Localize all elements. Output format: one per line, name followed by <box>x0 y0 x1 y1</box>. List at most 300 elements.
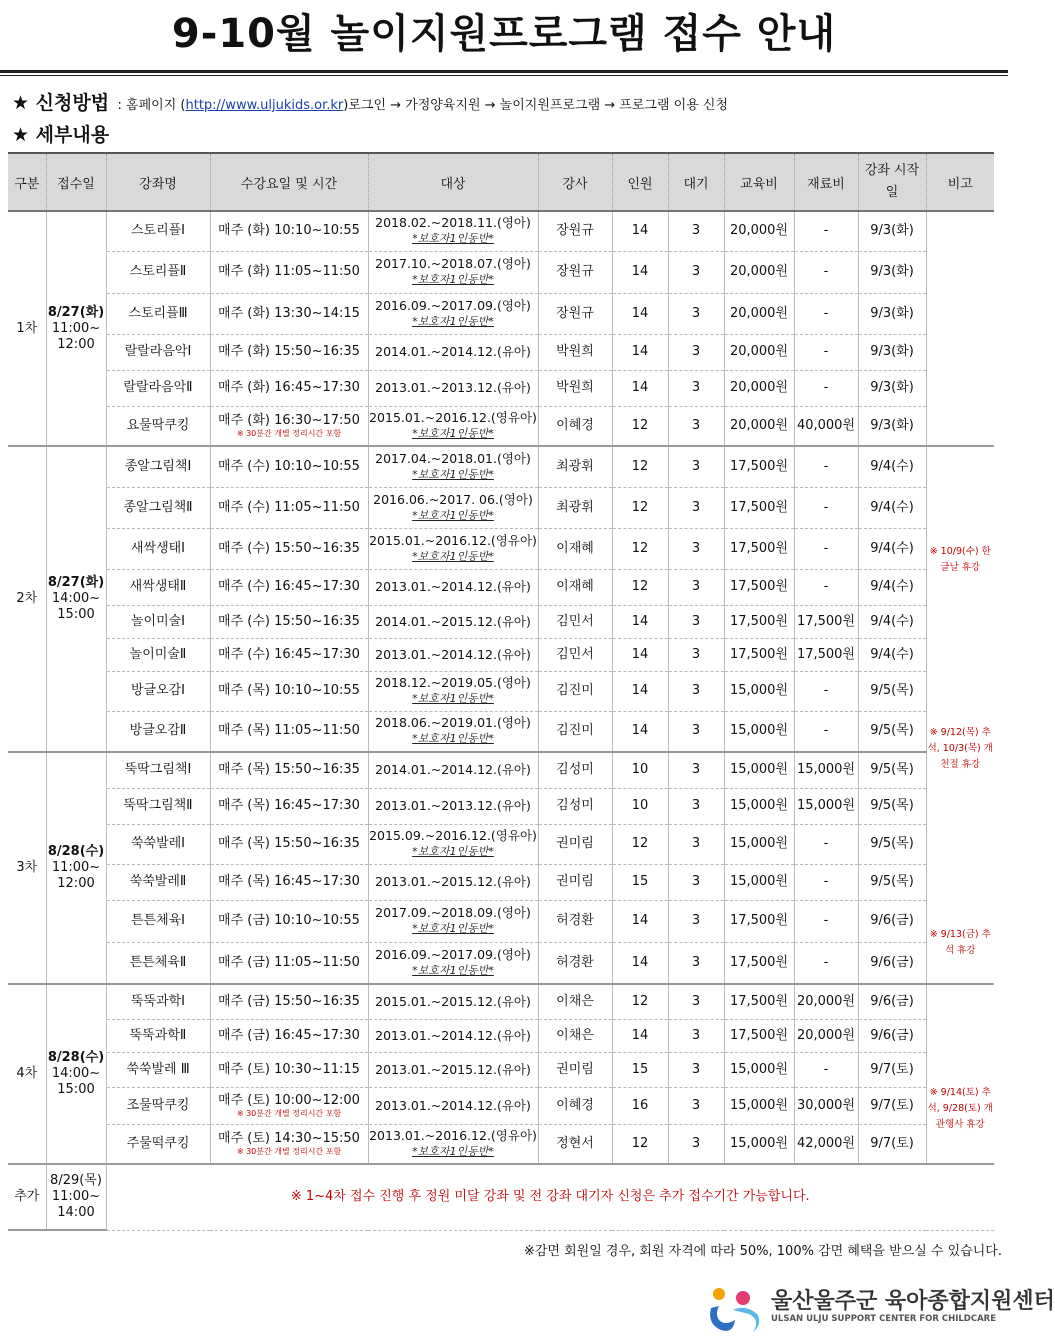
table-row <box>8 900 994 942</box>
receipt-date <box>46 446 106 752</box>
homepage-link[interactable]: http://www.uljukids.or.kr <box>185 98 344 113</box>
course-schedule <box>210 900 368 942</box>
remarks-note: ※ 10/9(수) 한글날 휴강 <box>929 546 991 573</box>
course-schedule <box>210 942 368 984</box>
waitlist: 3 <box>668 1052 724 1087</box>
course-schedule <box>210 1087 368 1124</box>
waitlist: 3 <box>668 1019 724 1052</box>
waitlist: 3 <box>668 711 724 752</box>
start-date: 9/3(화) <box>858 211 926 251</box>
start-date: 9/4(수) <box>858 487 926 528</box>
teacher-name: 장원규 <box>538 293 612 334</box>
center-logo-icon <box>705 1280 767 1336</box>
waitlist: 3 <box>668 942 724 984</box>
start-date: 9/4(수) <box>858 569 926 605</box>
tuition-fee: 17,500원 <box>724 984 794 1019</box>
target-age <box>368 487 538 528</box>
material-fee: 30,000원 <box>794 1087 858 1124</box>
course-name: 놀이미술Ⅰ <box>106 605 210 638</box>
target-text: 2013.01.~2014.12.(유아) <box>375 646 531 662</box>
target-age <box>368 370 538 406</box>
course-schedule <box>210 446 368 487</box>
waitlist: 3 <box>668 605 724 638</box>
start-date: 9/5(목) <box>858 788 926 824</box>
header-cell: 접수일 <box>46 153 106 211</box>
title-rule <box>0 70 1008 73</box>
course-schedule <box>210 1124 368 1164</box>
table-row <box>8 1087 994 1124</box>
capacity: 12 <box>612 569 668 605</box>
material-fee: - <box>794 251 858 293</box>
extra-message: ※ 1~4차 접수 진행 후 정원 미달 강좌 및 전 강좌 대기자 신청은 추가 접수기간 가능합니다. <box>106 1164 994 1230</box>
teacher-name: 권미림 <box>538 824 612 864</box>
waitlist: 3 <box>668 788 724 824</box>
target-text: 2015.01.~2016.12.(영유아) <box>369 409 537 425</box>
teacher-name: 장원규 <box>538 211 612 251</box>
capacity: 12 <box>612 984 668 1019</box>
target-age <box>368 942 538 984</box>
schedule-note: ※ 30분간 개별 정리시간 포함 <box>236 1146 342 1156</box>
teacher-name: 김성미 <box>538 788 612 824</box>
target-age <box>368 446 538 487</box>
capacity: 14 <box>612 671 668 711</box>
capacity: 14 <box>612 900 668 942</box>
target-age <box>368 334 538 370</box>
course-schedule <box>210 824 368 864</box>
header-cell: 교육비 <box>724 153 794 211</box>
start-date: 9/7(토) <box>858 1052 926 1087</box>
material-fee: 42,000원 <box>794 1124 858 1164</box>
tuition-fee: 17,500원 <box>724 487 794 528</box>
capacity: 15 <box>612 1052 668 1087</box>
course-schedule <box>210 211 368 251</box>
remarks-cell <box>926 1052 994 1164</box>
target-text: 2013.01.~2015.12.(유아) <box>375 1061 531 1077</box>
material-fee: - <box>794 900 858 942</box>
schedule-text: 매주 (수) 16:45~17:30 <box>218 646 360 662</box>
schedule-text: 매주 (수) 15:50~16:35 <box>218 613 360 629</box>
target-age <box>368 1052 538 1087</box>
material-fee: - <box>794 824 858 864</box>
start-date: 9/3(화) <box>858 406 926 446</box>
schedule-text: 매주 (수) 15:50~16:35 <box>218 540 360 556</box>
receipt-date <box>46 752 106 984</box>
start-date: 9/4(수) <box>858 528 926 569</box>
target-text: 2013.01.~2015.12.(유아) <box>375 874 531 889</box>
material-fee: 20,000원 <box>794 1019 858 1052</box>
group-label: 추가 <box>8 1164 46 1230</box>
target-text: 2013.01.~2016.12.(영유아) <box>369 1127 537 1143</box>
start-date: 9/4(수) <box>858 446 926 487</box>
material-fee: - <box>794 864 858 900</box>
schedule-text: 매주 (화) 13:30~14:15 <box>218 305 360 321</box>
target-age <box>368 1087 538 1124</box>
capacity: 14 <box>612 638 668 671</box>
table-row <box>8 638 994 671</box>
material-fee: - <box>794 711 858 752</box>
target-text: 2017.09.~2018.09.(영아) <box>375 905 531 920</box>
tuition-fee: 15,000원 <box>724 711 794 752</box>
waitlist: 3 <box>668 293 724 334</box>
schedule-text: 매주 (금) 16:45~17:30 <box>218 1027 360 1043</box>
remarks-cell <box>926 446 994 671</box>
receipt-day: 8/29(목) <box>50 1173 102 1188</box>
group-label: 4차 <box>8 984 46 1164</box>
waitlist: 3 <box>668 1124 724 1164</box>
tuition-fee: 20,000원 <box>724 334 794 370</box>
capacity: 16 <box>612 1087 668 1124</box>
table-row <box>8 1124 994 1164</box>
start-date: 9/3(화) <box>858 293 926 334</box>
teacher-name: 박원희 <box>538 370 612 406</box>
capacity: 14 <box>612 605 668 638</box>
material-fee: - <box>794 293 858 334</box>
guardian-required: *보호자1인동반* <box>412 845 494 858</box>
target-age <box>368 1019 538 1052</box>
receipt-time: 14:00~ 15:00 <box>51 591 101 622</box>
course-schedule <box>210 605 368 638</box>
tuition-fee: 17,500원 <box>724 942 794 984</box>
start-date: 9/4(수) <box>858 638 926 671</box>
apply-prefix: : 홈페이지 ( <box>117 98 186 113</box>
course-name: 쑥쑥발레Ⅱ <box>106 864 210 900</box>
course-name: 종알그림책Ⅱ <box>106 487 210 528</box>
material-fee: - <box>794 1052 858 1087</box>
start-date: 9/4(수) <box>858 605 926 638</box>
course-schedule <box>210 864 368 900</box>
header-row <box>8 153 994 211</box>
guardian-required: *보호자1인동반* <box>412 467 494 481</box>
course-schedule <box>210 528 368 569</box>
course-name: 새싹생태Ⅱ <box>106 569 210 605</box>
material-fee: - <box>794 211 858 251</box>
waitlist: 3 <box>668 251 724 293</box>
waitlist: 3 <box>668 1087 724 1124</box>
target-text: 2013.01.~2013.12.(유아) <box>375 380 531 395</box>
target-age <box>368 528 538 569</box>
course-name: 스토리플Ⅱ <box>106 251 210 293</box>
header-cell: 강좌 시작일 <box>858 153 926 211</box>
start-date: 9/5(목) <box>858 711 926 752</box>
target-text: 2014.01.~2014.12.(유아) <box>375 344 531 359</box>
target-text: 2015.01.~2016.12.(영유아) <box>369 532 537 548</box>
schedule-text: 매주 (토) 10:30~11:15 <box>218 1061 360 1077</box>
tuition-fee: 20,000원 <box>724 211 794 251</box>
target-age <box>368 864 538 900</box>
guardian-required: *보호자1인동반* <box>412 426 494 440</box>
receipt-day: 8/27(화) <box>47 304 105 320</box>
capacity: 14 <box>612 711 668 752</box>
teacher-name: 권미림 <box>538 1052 612 1087</box>
target-age <box>368 406 538 446</box>
receipt-time: 11:00~ 12:00 <box>51 860 101 891</box>
group-label: 3차 <box>8 752 46 984</box>
capacity: 14 <box>612 942 668 984</box>
tuition-fee: 17,500원 <box>724 446 794 487</box>
course-schedule <box>210 1052 368 1087</box>
target-age <box>368 671 538 711</box>
course-name: 방글오감Ⅰ <box>106 671 210 711</box>
schedule-text: 매주 (목) 10:10~10:55 <box>218 683 360 698</box>
target-age <box>368 211 538 251</box>
table-row <box>8 942 994 984</box>
target-age <box>368 788 538 824</box>
waitlist: 3 <box>668 900 724 942</box>
tuition-fee: 20,000원 <box>724 406 794 446</box>
capacity: 14 <box>612 293 668 334</box>
tuition-fee: 15,000원 <box>724 824 794 864</box>
target-text: 2016.06.~2017. 06.(영아) <box>373 491 533 507</box>
material-fee: - <box>794 671 858 711</box>
course-name: 튼튼체육Ⅰ <box>106 900 210 942</box>
teacher-name: 김민서 <box>538 638 612 671</box>
target-text: 2016.09.~2017.09.(영아) <box>375 946 531 962</box>
material-fee: - <box>794 334 858 370</box>
course-name: 뚝딱그림책Ⅱ <box>106 788 210 824</box>
remarks-note: ※ 9/13(금) 추석 휴강 <box>929 928 991 956</box>
target-age <box>368 251 538 293</box>
course-schedule <box>210 671 368 711</box>
guardian-required: *보호자1인동반* <box>412 692 494 705</box>
table-row <box>8 293 994 334</box>
guardian-required: *보호자1인동반* <box>412 963 494 977</box>
target-text: 2017.10.~2018.07.(영아) <box>375 256 531 271</box>
start-date: 9/6(금) <box>858 942 926 984</box>
tuition-fee: 17,500원 <box>724 900 794 942</box>
target-age <box>368 638 538 671</box>
capacity: 10 <box>612 752 668 788</box>
teacher-name: 이채은 <box>538 984 612 1019</box>
course-name: 조물딱쿠킹 <box>106 1087 210 1124</box>
receipt-time: 11:00~ 12:00 <box>51 320 101 352</box>
tuition-fee: 15,000원 <box>724 1124 794 1164</box>
remarks-cell <box>926 984 994 1052</box>
teacher-name: 이혜경 <box>538 406 612 446</box>
start-date: 9/7(토) <box>858 1124 926 1164</box>
schedule-text: 매주 (화) 16:30~17:50 <box>218 412 360 428</box>
target-text: 2017.04.~2018.01.(영아) <box>375 450 531 466</box>
guardian-required: *보호자1인동반* <box>412 1144 494 1158</box>
capacity: 14 <box>612 1019 668 1052</box>
tuition-fee: 20,000원 <box>724 293 794 334</box>
tuition-fee: 15,000원 <box>724 1052 794 1087</box>
course-schedule <box>210 638 368 671</box>
capacity: 14 <box>612 211 668 251</box>
start-date: 9/5(목) <box>858 752 926 788</box>
receipt-time: 14:00~ 15:00 <box>51 1066 101 1097</box>
start-date: 9/6(금) <box>858 900 926 942</box>
material-fee: 15,000원 <box>794 788 858 824</box>
teacher-name: 정현서 <box>538 1124 612 1164</box>
waitlist: 3 <box>668 671 724 711</box>
table-row <box>8 1019 994 1052</box>
target-age <box>368 824 538 864</box>
schedule-text: 매주 (토) 14:30~15:50 <box>218 1130 360 1146</box>
teacher-name: 김성미 <box>538 752 612 788</box>
course-name: 종알그림책Ⅰ <box>106 446 210 487</box>
course-name: 뚝뚝과학Ⅰ <box>106 984 210 1019</box>
receipt-date <box>46 211 106 446</box>
course-name: 새싹생태Ⅰ <box>106 528 210 569</box>
remarks-note: ※ 9/14(토) 추석, 9/28(토) 개관행사 휴강 <box>927 1086 993 1130</box>
course-schedule <box>210 569 368 605</box>
remarks-cell <box>926 211 994 446</box>
table-row <box>8 370 994 406</box>
tuition-fee: 20,000원 <box>724 370 794 406</box>
start-date: 9/5(목) <box>858 864 926 900</box>
waitlist: 3 <box>668 446 724 487</box>
tuition-fee: 15,000원 <box>724 1087 794 1124</box>
start-date: 9/6(금) <box>858 1019 926 1052</box>
table-row <box>8 711 994 752</box>
teacher-name: 허경환 <box>538 942 612 984</box>
header-cell: 비고 <box>926 153 994 211</box>
center-name-english: ULSAN ULJU SUPPORT CENTER FOR CHILDCARE <box>771 1314 997 1324</box>
start-date: 9/3(화) <box>858 334 926 370</box>
table-row <box>8 406 994 446</box>
table-row <box>8 211 994 251</box>
table-row <box>8 528 994 569</box>
target-text: 2013.01.~2013.12.(유아) <box>375 798 531 813</box>
table-row <box>8 984 994 1019</box>
tuition-fee: 15,000원 <box>724 788 794 824</box>
material-fee: - <box>794 528 858 569</box>
header-cell: 구분 <box>8 153 46 211</box>
target-text: 2013.01.~2014.12.(유아) <box>375 579 531 594</box>
target-text: 2013.01.~2014.12.(유아) <box>375 1027 531 1043</box>
schedule-text: 매주 (목) 15:50~16:35 <box>218 762 360 778</box>
remarks-cell <box>926 824 994 900</box>
schedule-text: 매주 (화) 11:05~11:50 <box>218 264 360 279</box>
course-schedule <box>210 293 368 334</box>
table-row <box>8 752 994 788</box>
tuition-fee: 17,500원 <box>724 638 794 671</box>
course-name: 쑥쑥발레Ⅰ <box>106 824 210 864</box>
target-age <box>368 293 538 334</box>
header-cell: 인원 <box>612 153 668 211</box>
target-text: 2013.01.~2014.12.(유아) <box>375 1097 531 1113</box>
teacher-name: 허경환 <box>538 900 612 942</box>
material-fee: - <box>794 569 858 605</box>
course-name: 스토리플Ⅰ <box>106 211 210 251</box>
waitlist: 3 <box>668 211 724 251</box>
course-name: 뚝뚝과학Ⅱ <box>106 1019 210 1052</box>
table-row <box>8 824 994 864</box>
guardian-required: *보호자1인동반* <box>412 732 494 746</box>
table-row <box>8 671 994 711</box>
tuition-fee: 17,500원 <box>724 528 794 569</box>
course-name: 뚝딱그림책Ⅰ <box>106 752 210 788</box>
guardian-required: *보호자1인동반* <box>412 922 494 935</box>
material-fee: - <box>794 370 858 406</box>
course-schedule <box>210 1019 368 1052</box>
receipt-day: 8/28(수) <box>47 844 105 859</box>
course-name: 놀이미술Ⅱ <box>106 638 210 671</box>
schedule-text: 매주 (목) 15:50~16:35 <box>218 836 360 851</box>
tuition-fee: 20,000원 <box>724 251 794 293</box>
remarks-cell <box>926 900 994 984</box>
receipt-time: 11:00~ 14:00 <box>51 1189 101 1220</box>
guardian-required: *보호자1인동반* <box>412 508 494 522</box>
extra-row <box>8 1164 994 1230</box>
schedule-text: 매주 (화) 15:50~16:35 <box>218 344 360 359</box>
target-age <box>368 900 538 942</box>
capacity: 14 <box>612 251 668 293</box>
course-name: 주물떡쿠킹 <box>106 1124 210 1164</box>
course-schedule <box>210 984 368 1019</box>
target-text: 2018.02.~2018.11.(영아) <box>375 215 531 231</box>
waitlist: 3 <box>668 487 724 528</box>
tuition-fee: 15,000원 <box>724 864 794 900</box>
target-text: 2016.09.~2017.09.(영아) <box>375 297 531 313</box>
schedule-text: 매주 (토) 10:00~12:00 <box>218 1092 360 1108</box>
waitlist: 3 <box>668 334 724 370</box>
table-row <box>8 251 994 293</box>
target-age <box>368 752 538 788</box>
header-cell: 대상 <box>368 153 538 211</box>
course-schedule <box>210 752 368 788</box>
teacher-name: 이재혜 <box>538 528 612 569</box>
capacity: 12 <box>612 487 668 528</box>
teacher-name: 이혜경 <box>538 1087 612 1124</box>
teacher-name: 최광휘 <box>538 487 612 528</box>
start-date: 9/5(목) <box>858 824 926 864</box>
course-name: 방글오감Ⅱ <box>106 711 210 752</box>
material-fee: - <box>794 446 858 487</box>
material-fee: - <box>794 942 858 984</box>
course-schedule <box>210 711 368 752</box>
receipt-date <box>46 1164 106 1230</box>
course-name: 랄랄라음악Ⅰ <box>106 334 210 370</box>
target-text: 2014.01.~2015.12.(유아) <box>375 613 531 629</box>
course-schedule <box>210 370 368 406</box>
tuition-fee: 17,500원 <box>724 1019 794 1052</box>
capacity: 14 <box>612 370 668 406</box>
schedule-text: 매주 (수) 16:45~17:30 <box>218 579 360 594</box>
group-label: 2차 <box>8 446 46 752</box>
course-schedule <box>210 334 368 370</box>
target-text: 2014.01.~2014.12.(유아) <box>375 762 531 778</box>
table-row <box>8 605 994 638</box>
capacity: 15 <box>612 864 668 900</box>
schedule-text: 매주 (금) 15:50~16:35 <box>218 993 360 1009</box>
waitlist: 3 <box>668 528 724 569</box>
course-schedule <box>210 251 368 293</box>
schedule-text: 매주 (수) 10:10~10:55 <box>218 458 360 474</box>
schedule-note: ※ 30분간 개별 정리시간 포함 <box>236 1108 342 1118</box>
teacher-name: 최광휘 <box>538 446 612 487</box>
capacity: 12 <box>612 406 668 446</box>
table-row <box>8 487 994 528</box>
schedule-note: ※ 30분간 개별 정리시간 포함 <box>236 428 342 438</box>
target-text: 2015.01.~2015.12.(유아) <box>375 993 531 1009</box>
teacher-name: 박원희 <box>538 334 612 370</box>
apply-steps: )로그인 → 가정양육지원 → 놀이지원프로그램 → 프로그램 이용 신청 <box>343 98 729 113</box>
tuition-fee: 15,000원 <box>724 671 794 711</box>
start-date: 9/7(토) <box>858 1087 926 1124</box>
material-fee: 17,500원 <box>794 638 858 671</box>
waitlist: 3 <box>668 638 724 671</box>
teacher-name: 김민서 <box>538 605 612 638</box>
capacity: 10 <box>612 788 668 824</box>
teacher-name: 이재혜 <box>538 569 612 605</box>
teacher-name: 장원규 <box>538 251 612 293</box>
capacity: 14 <box>612 334 668 370</box>
course-name: 스토리플Ⅲ <box>106 293 210 334</box>
program-table <box>8 152 994 1231</box>
header-cell: 대기 <box>668 153 724 211</box>
waitlist: 3 <box>668 370 724 406</box>
